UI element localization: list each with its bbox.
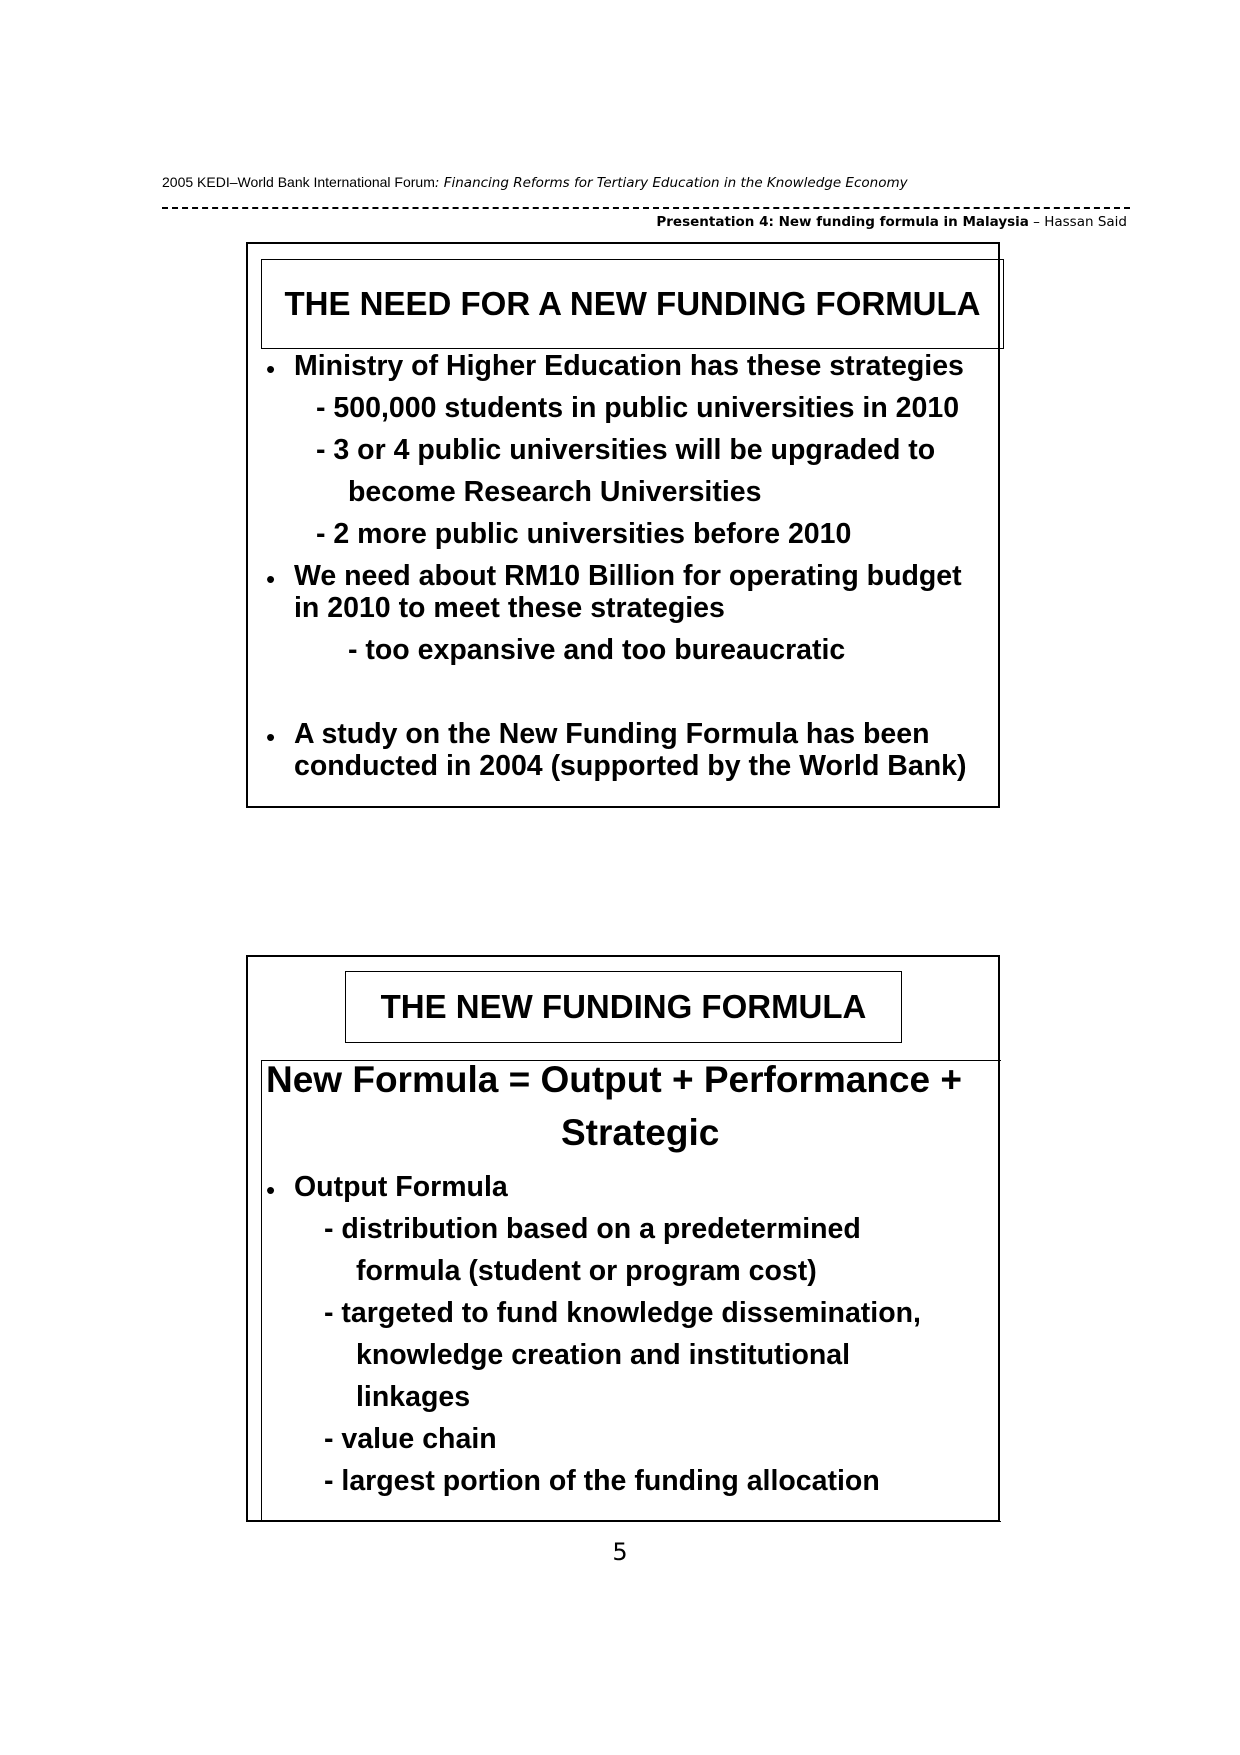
sub-item-continued: linkages bbox=[356, 1381, 471, 1413]
bullet: • bbox=[266, 354, 276, 384]
formula-line-continued: Strategic bbox=[561, 1112, 720, 1153]
presentation-title: Presentation 4: New funding formula in Malaysia bbox=[656, 214, 1029, 230]
bullet: • bbox=[266, 564, 276, 594]
bullet: • bbox=[266, 1175, 276, 1205]
presentation-info bbox=[656, 214, 1127, 230]
sub-item: - too expansive and too bureaucratic bbox=[348, 634, 846, 666]
forum-subtitle: : Financing Reforms for Tertiary Education in the Knowledge Economy bbox=[434, 175, 908, 191]
sub-item: - targeted to fund knowledge dissemination, bbox=[324, 1297, 921, 1329]
bullet-text: We need about RM10 Billion for operating budget bbox=[294, 560, 962, 592]
sub-item: - largest portion of the funding allocation bbox=[324, 1465, 880, 1497]
slide-need-for-new-formula bbox=[246, 242, 1000, 808]
sub-item: - value chain bbox=[324, 1423, 497, 1455]
bullet-text: Ministry of Higher Education has these strategies bbox=[294, 350, 964, 382]
sub-item-continued: knowledge creation and institutional bbox=[356, 1339, 851, 1371]
formula-line: New Formula = Output + Performance + bbox=[266, 1059, 962, 1100]
bullet-text: Output Formula bbox=[294, 1171, 508, 1203]
header-divider bbox=[162, 207, 1130, 209]
slide-title: THE NEW FUNDING FORMULA bbox=[345, 971, 902, 1043]
page-number: 5 bbox=[612, 1538, 628, 1566]
slide-new-funding-formula bbox=[246, 955, 1000, 1522]
bullet: • bbox=[266, 722, 276, 752]
presenter-name: – Hassan Said bbox=[1028, 214, 1127, 230]
bullet-text: A study on the New Funding Formula has been bbox=[294, 718, 930, 750]
bullet-text-continued: in 2010 to meet these strategies bbox=[294, 592, 725, 624]
sub-item: - 2 more public universities before 2010 bbox=[316, 518, 852, 550]
forum-title: 2005 KEDI–World Bank International Forum bbox=[162, 174, 435, 190]
sub-item: - 3 or 4 public universities will be upgraded to bbox=[316, 434, 936, 466]
sub-item: - 500,000 students in public universities in 2010 bbox=[316, 392, 960, 424]
sub-item-continued: formula (student or program cost) bbox=[356, 1255, 817, 1287]
sub-item-continued: become Research Universities bbox=[348, 476, 762, 508]
slide-title: THE NEED FOR A NEW FUNDING FORMULA bbox=[261, 259, 1004, 349]
sub-item: - distribution based on a predetermined bbox=[324, 1213, 861, 1245]
bullet-text-continued: conducted in 2004 (supported by the World Bank) bbox=[294, 750, 967, 782]
document-header bbox=[162, 174, 908, 191]
